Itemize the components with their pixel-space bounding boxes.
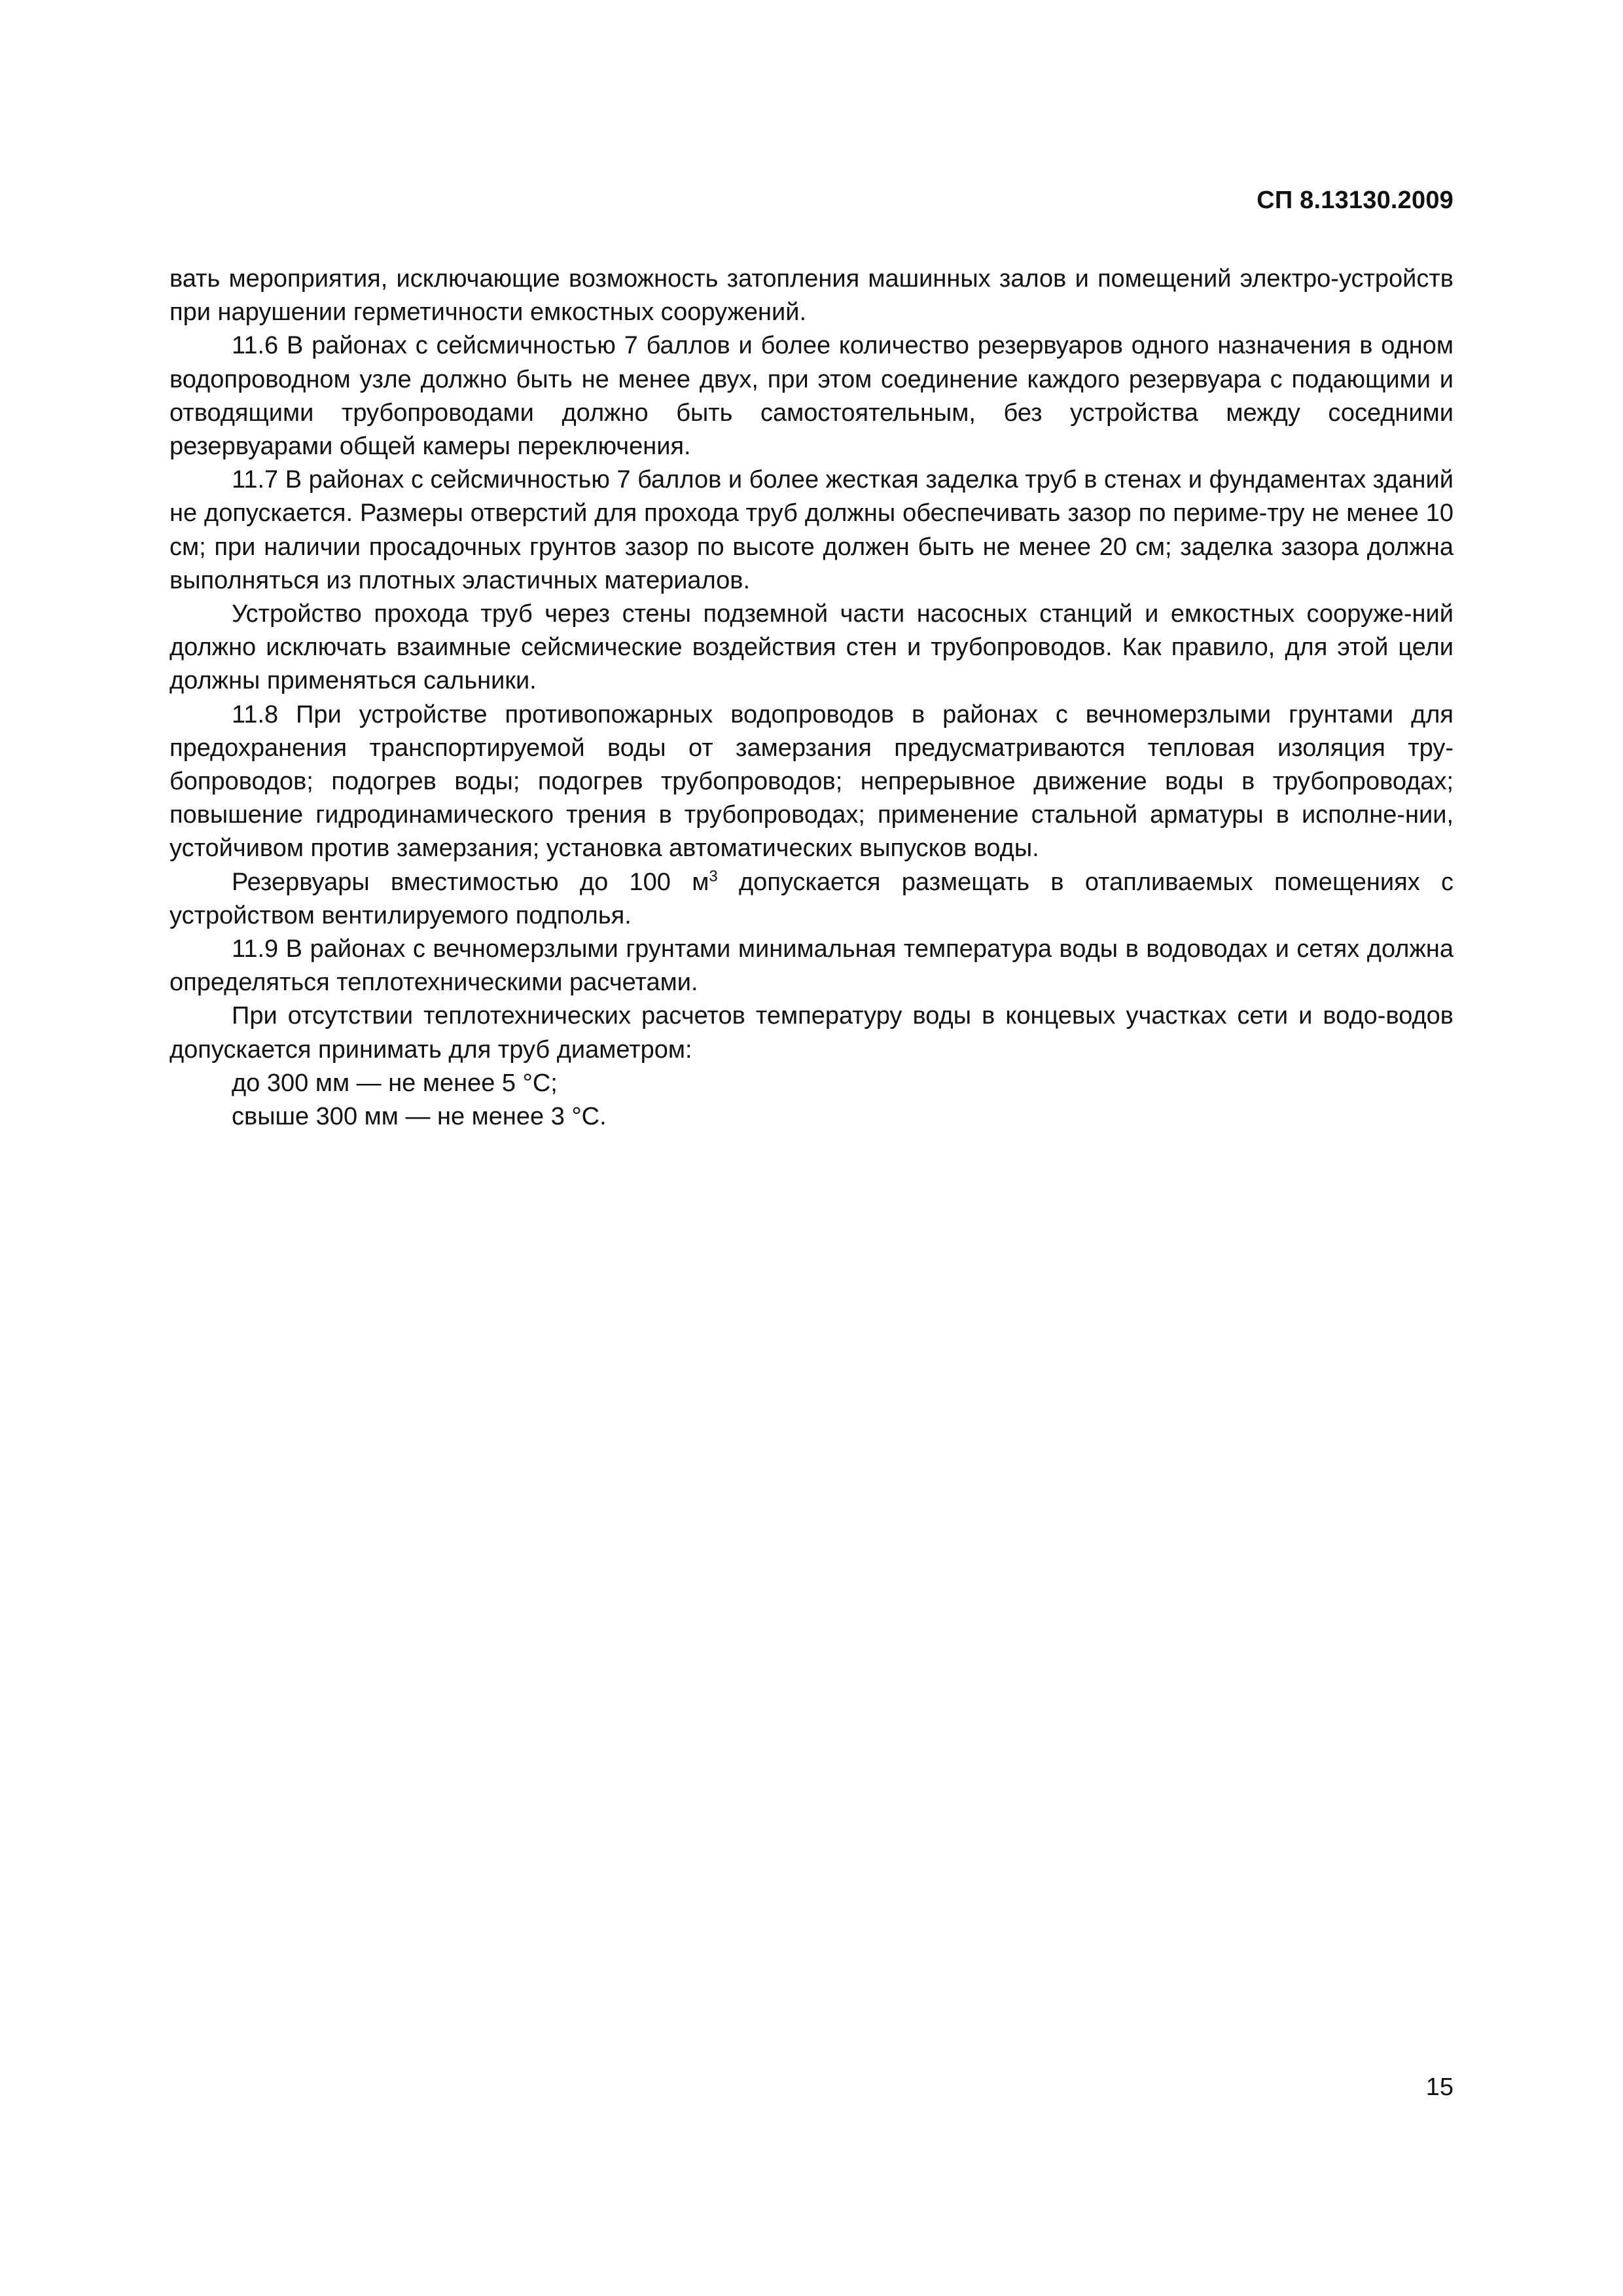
cubic-superscript: 3: [709, 867, 718, 885]
paragraph-11-6: 11.6 В районах с сейсмичностью 7 баллов и более количество резервуаров одного назначения в одном водопроводном узле должно быть не менее двух, при этом соединение каждого резервуара с подающими и отводящими трубопроводами должно быть самостоятельным, без устройства между соседними резервуарами общей камеры переключения.: [169, 332, 1454, 461]
list-item-over-300: свыше 300 мм — не менее 3 °С.: [232, 1103, 607, 1131]
paragraph-pipe-passage: Устройство прохода труб через стены подземной части насосных станций и емкостных сооруже-ний должно исключать взаимные сейсмические воздействия стен и трубопроводов. Как правило, для этой цели должны применяться сальники.: [169, 600, 1454, 695]
reservoirs-text-start: Резервуары вместимостью до 100 м: [232, 868, 709, 896]
paragraph-reservoirs: [169, 866, 1454, 933]
page-number: 15: [1425, 2073, 1454, 2101]
paragraph-11-8: 11.8 При устройстве противопожарных водопроводов в районах с вечномерзлыми грунтами для предохранения транспортируемой воды от замерзания предусматриваются тепловая изоляция тру-бопроводов; подогрев воды; подогрев трубопроводов; непрерывное движение воды в трубопроводах; повышение гидродинамического трения в трубопроводах; применение стальной арматуры в исполне-нии, устойчивом против замерзания; установка автоматических выпусков воды.: [169, 700, 1454, 863]
document-code: СП 8.13130.2009: [1257, 187, 1454, 214]
document-body: [169, 262, 1454, 1134]
reservoirs-text-end: допускается размещать в отапливаемых помещениях с устройством вентилируемого подполья.: [169, 868, 1454, 929]
paragraph-continuation: вать мероприятия, исключающие возможность затопления машинных залов и помещений электро-устройств при нарушении герметичности емкостных сооружений.: [169, 265, 1454, 327]
paragraph-11-7: 11.7 В районах с сейсмичностью 7 баллов и более жесткая заделка труб в стенах и фундаментах зданий не допускается. Размеры отверстий для прохода труб должны обеспечивать зазор по периме-тру не менее 10 см; при наличии просадочных грунтов зазор по высоте должен быть не менее 20 см; заделка зазора должна выполняться из плотных эластичных материалов.: [169, 466, 1454, 594]
paragraph-no-calculations: При отсутствии теплотехнических расчетов температуру воды в концевых участках сети и водо-водов допускается принимать для труб диаметром:: [169, 1002, 1454, 1064]
list-item-up-to-300: до 300 мм — не менее 5 °С;: [232, 1069, 558, 1097]
paragraph-11-9: 11.9 В районах с вечномерзлыми грунтами минимальная температура воды в водоводах и сетях должна определяться теплотехническими расчетами.: [169, 935, 1454, 997]
